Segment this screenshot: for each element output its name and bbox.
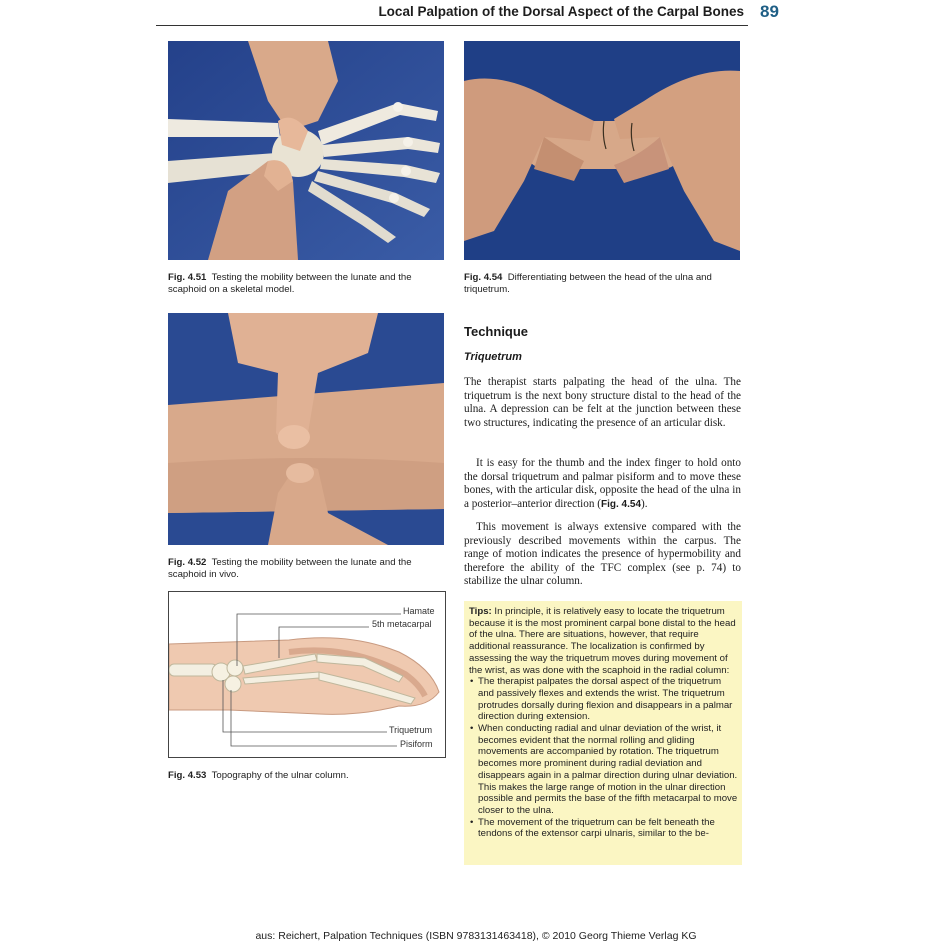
paragraph-1: The therapist starts palpating the head of the ulna. The triquetrum is the next bony structure distal to the head of the ulna. A depression can be felt at the junction between these two structures, indicating the presence of an articular disk.	[464, 376, 741, 429]
tips-list	[469, 676, 738, 840]
paragraph-2-text-a: It is easy for the thumb and the index finger to hold onto the dorsal triquetrum and palmar pisiform and to move these bones, with the articular disk, opposite the head of the ulna in a posterior–anterior direction (	[464, 457, 741, 510]
label-pisiform: Pisiform	[400, 739, 433, 749]
paragraph-2-text-b: ).	[641, 497, 648, 510]
fig-4-53-diagram	[168, 591, 446, 758]
header-rule	[156, 25, 748, 26]
fig-4-51-label: Fig. 4.51	[168, 272, 207, 283]
fig-4-51-caption-text: Testing the mobility between the lunate and the scaphoid on a skeletal model.	[168, 272, 412, 295]
fig-4-51-photo	[168, 41, 444, 260]
label-hamate: Hamate	[403, 606, 435, 616]
running-head: Local Palpation of the Dorsal Aspect of the Carpal Bones	[378, 4, 744, 19]
paragraph-2	[464, 457, 741, 511]
page-number: 89	[760, 2, 779, 21]
label-triquetrum: Triquetrum	[389, 725, 433, 735]
tips-box	[464, 601, 742, 865]
tips-text	[469, 606, 738, 840]
fig-4-52-caption	[168, 557, 446, 580]
fig-4-54-label: Fig. 4.54	[464, 272, 503, 283]
tips-list-item: • The movement of the triquetrum can be felt beneath the tendons of the extensor carpi ulnaris, similar to the be-	[478, 817, 738, 840]
fig-4-54-caption	[464, 272, 742, 295]
fig-4-53-label: Fig. 4.53	[168, 770, 207, 781]
fig-4-53-caption	[168, 770, 446, 782]
fig-4-51-caption	[168, 272, 446, 295]
tips-intro: In principle, it is relatively easy to locate the triquetrum because it is the most prominent carpal bone distal to the head of the ulna. There are situations, however, that require additional reassurance. The localization is confirmed by assessing the way the triquetrum moves during movement of the wrist, as was done with the scaphoid in the radial column:	[469, 606, 736, 676]
fig-4-54-caption-text: Differentiating between the head of the ulna and triquetrum.	[464, 272, 712, 295]
fig-4-52-label: Fig. 4.52	[168, 557, 207, 568]
fig-4-53-caption-text: Topography of the ulnar column.	[211, 770, 349, 781]
tips-list-item: • The therapist palpates the dorsal aspect of the triquetrum and passively flexes and extends the wrist. The triquetrum protrudes dorsally during flexion and disappears in a palmar direction during extension.	[478, 676, 738, 723]
fig-4-54-photo	[464, 41, 740, 260]
sub-heading: Triquetrum	[464, 351, 522, 363]
footer-citation: aus: Reichert, Palpation Techniques (ISBN 9783131463418), © 2010 Georg Thieme Verlag KG	[255, 930, 697, 942]
fig-4-52-caption-text: Testing the mobility between the lunate and the scaphoid in vivo.	[168, 557, 412, 580]
fig-4-52-photo	[168, 313, 444, 545]
tips-lead: Tips:	[469, 606, 492, 617]
section-heading: Technique	[464, 324, 529, 339]
paragraph-3: This movement is always extensive compared with the previously described movements within the carpus. The range of motion indicates the presence of hypermobility and therefore the ability of the TFC complex (see p. 74) to stabilize the ulnar column.	[464, 521, 741, 588]
label-5th-metacarpal: 5th metacarpal	[372, 619, 432, 629]
fig-4-54-ref-link[interactable]: Fig. 4.54	[601, 498, 642, 510]
tips-list-item: • When conducting radial and ulnar deviation of the wrist, it becomes evident that the normal rolling and gliding movements are accompanied by rotation. The triquetrum becomes more prominent during radial deviation and disappears again in a palmar direction during ulnar deviation. This makes the large range of motion in the ulnar direction possible and permits the base of the fifth metacarpal to move closer to the ulna.	[478, 723, 738, 817]
